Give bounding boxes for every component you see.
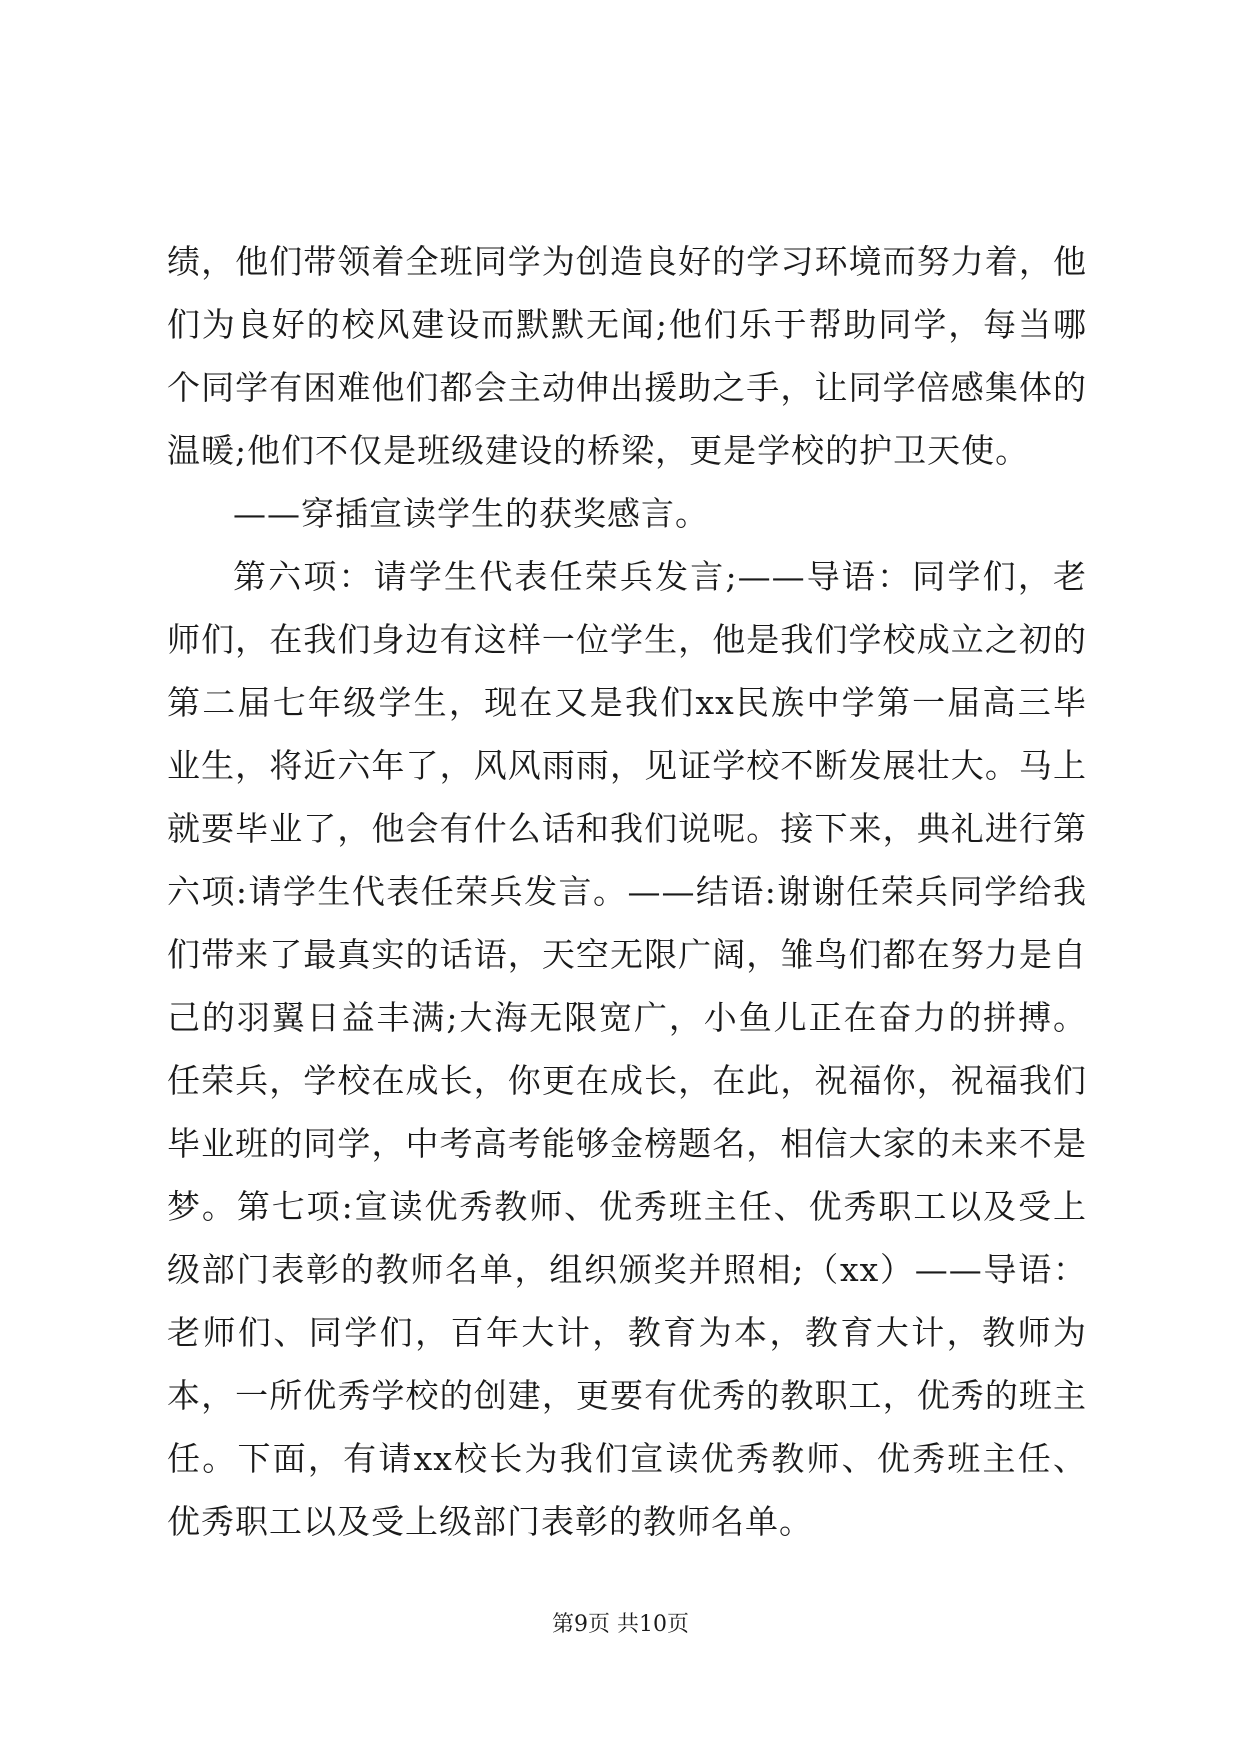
page-number-footer: 第9页 共10页	[552, 1612, 689, 1637]
paragraph-award-speech-note: ——穿插宣读学生的获奖感言。	[233, 494, 709, 533]
document-body	[167, 230, 1087, 1553]
paragraph-items-six-seven: 第六项：请学生代表任荣兵发言;——导语：同学们，老师们，在我们身边有这样一位学生，他是我们学校成立之初的第二届七年级学生，现在又是我们xx民族中学第一届高三毕业生，将近六年了，风风雨雨，见证学校不断发展壮大。马上就要毕业了，他会有什么话和我们说呢。接下来，典礼进行第六项:请学生代表任荣兵发言。——结语:谢谢任荣兵同学给我们带来了最真实的话语，天空无限广阔，雏鸟们都在努力是自己的羽翼日益丰满;大海无限宽广，小鱼儿正在奋力的拼搏。任荣兵，学校在成长，你更在成长，在此，祝福你，祝福我们毕业班的同学，中考高考能够金榜题名，相信大家的未来不是梦。第七项:宣读优秀教师、优秀班主任、优秀职工以及受上级部门表彰的教师名单，组织颁奖并照相;（xx）——导语：老师们、同学们，百年大计，教育为本，教育大计，教师为本，一所优秀学校的创建，更要有优秀的教职工，优秀的班主任。下面，有请xx校长为我们宣读优秀教师、优秀班主任、优秀职工以及受上级部门表彰的教师名单。	[167, 557, 1087, 1541]
paragraph-continuation: 绩，他们带领着全班同学为创造良好的学习环境而努力着，他们为良好的校风建设而默默无闻;他们乐于帮助同学，每当哪个同学有困难他们都会主动伸出援助之手，让同学倍感集体的温暖;他们不仅是班级建设的桥梁，更是学校的护卫天使。	[167, 242, 1087, 470]
